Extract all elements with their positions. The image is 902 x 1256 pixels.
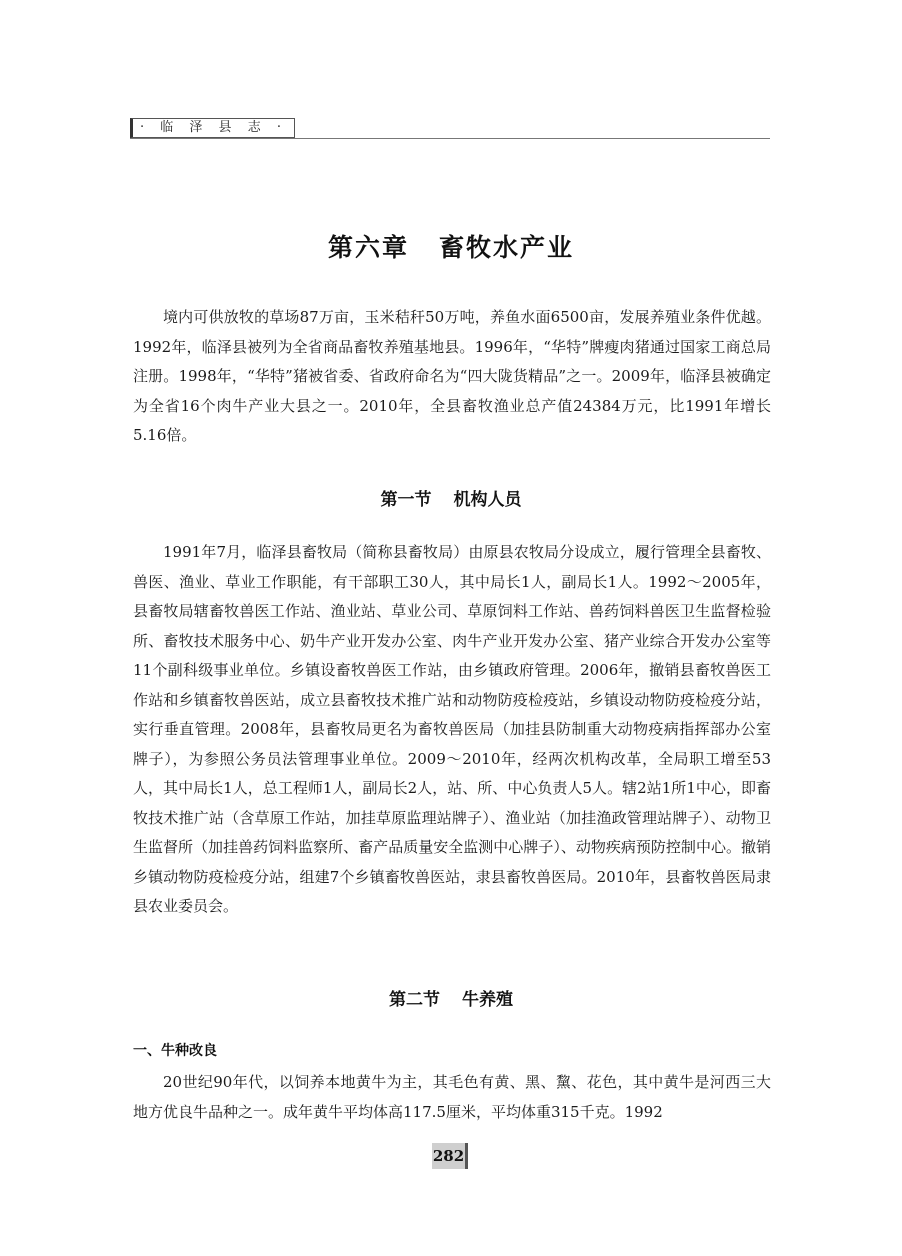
- chapter-title: [0, 228, 902, 264]
- intro-paragraph: 境内可供放牧的草场87万亩，玉米秸秆50万吨，养鱼水面6500亩，发展养殖业条件优越。1992年，临泽县被列为全省商品畜牧养殖基地县。1996年，“华特”牌瘦肉猪通过国家工商总局注册。1998年，“华特”猪被省委、省政府命名为“四大陇货精品”之一。2009年，临泽县被确定为全省16个肉牛产业大县之一。2010年，全县畜牧渔业总产值24384万元，比1991年增长5.16倍。: [133, 308, 771, 444]
- section-2-number: 第二节: [389, 990, 440, 1010]
- running-header: · 临 泽 县 志 ·: [130, 118, 295, 138]
- subsection-heading: 一、牛种改良: [133, 1043, 217, 1059]
- section-1-number: 第一节: [380, 490, 432, 510]
- section-2-name: 牛养殖: [462, 990, 513, 1010]
- chapter-number: 第六章: [327, 233, 409, 262]
- page-number: 282: [432, 1143, 468, 1169]
- section-1-name: 机构人员: [453, 490, 522, 510]
- section-1-title: [0, 485, 902, 510]
- section-2-paragraph: 20世纪90年代，以饲养本地黄牛为主，其毛色有黄、黑、黧、花色，其中黄牛是河西三大地方优良牛品种之一。成年黄牛平均体高117.5厘米，平均体重315千克。1992: [133, 1073, 771, 1121]
- chapter-name: 畜牧水产业: [439, 233, 575, 262]
- section-2-title: [0, 985, 902, 1010]
- header-rule: [130, 138, 770, 139]
- section-1-paragraph: 1991年7月，临泽县畜牧局（简称县畜牧局）由原县农牧局分设成立，履行管理全县畜牧、兽医、渔业、草业工作职能，有干部职工30人，其中局长1人，副局长1人。1992～2005年，县畜牧局辖畜牧兽医工作站、渔业站、草业公司、草原饲料工作站、兽药饲料兽医卫生监督检验所、畜牧技术服务中心、奶牛产业开发办公室、肉牛产业开发办公室、猪产业综合开发办公室等11个副科级事业单位。乡镇设畜牧兽医工作站，由乡镇政府管理。2006年，撤销县畜牧兽医工作站和乡镇畜牧兽医站，成立县畜牧技术推广站和动物防疫检疫站，乡镇设动物防疫检疫分站，实行垂直管理。2008年，县畜牧局更名为畜牧兽医局（加挂县防制重大动物疫病指挥部办公室牌子），为参照公务员法管理事业单位。2009～2010年，经两次机构改革，全局职工增至53人，其中局长1人，总工程师1人，副局长2人，站、所、中心负责人5人。辖2站1所1中心，即畜牧技术推广站（含草原工作站，加挂草原监理站牌子）、渔业站（加挂渔政管理站牌子）、动物卫生监督所（加挂兽药饲料监察所、畜产品质量安全监测中心牌子）、动物疾病预防控制中心。撤销乡镇动物防疫检疫分站，组建7个乡镇畜牧兽医站，隶县畜牧兽医局。2010年，县畜牧兽医局隶县农业委员会。: [133, 543, 771, 915]
